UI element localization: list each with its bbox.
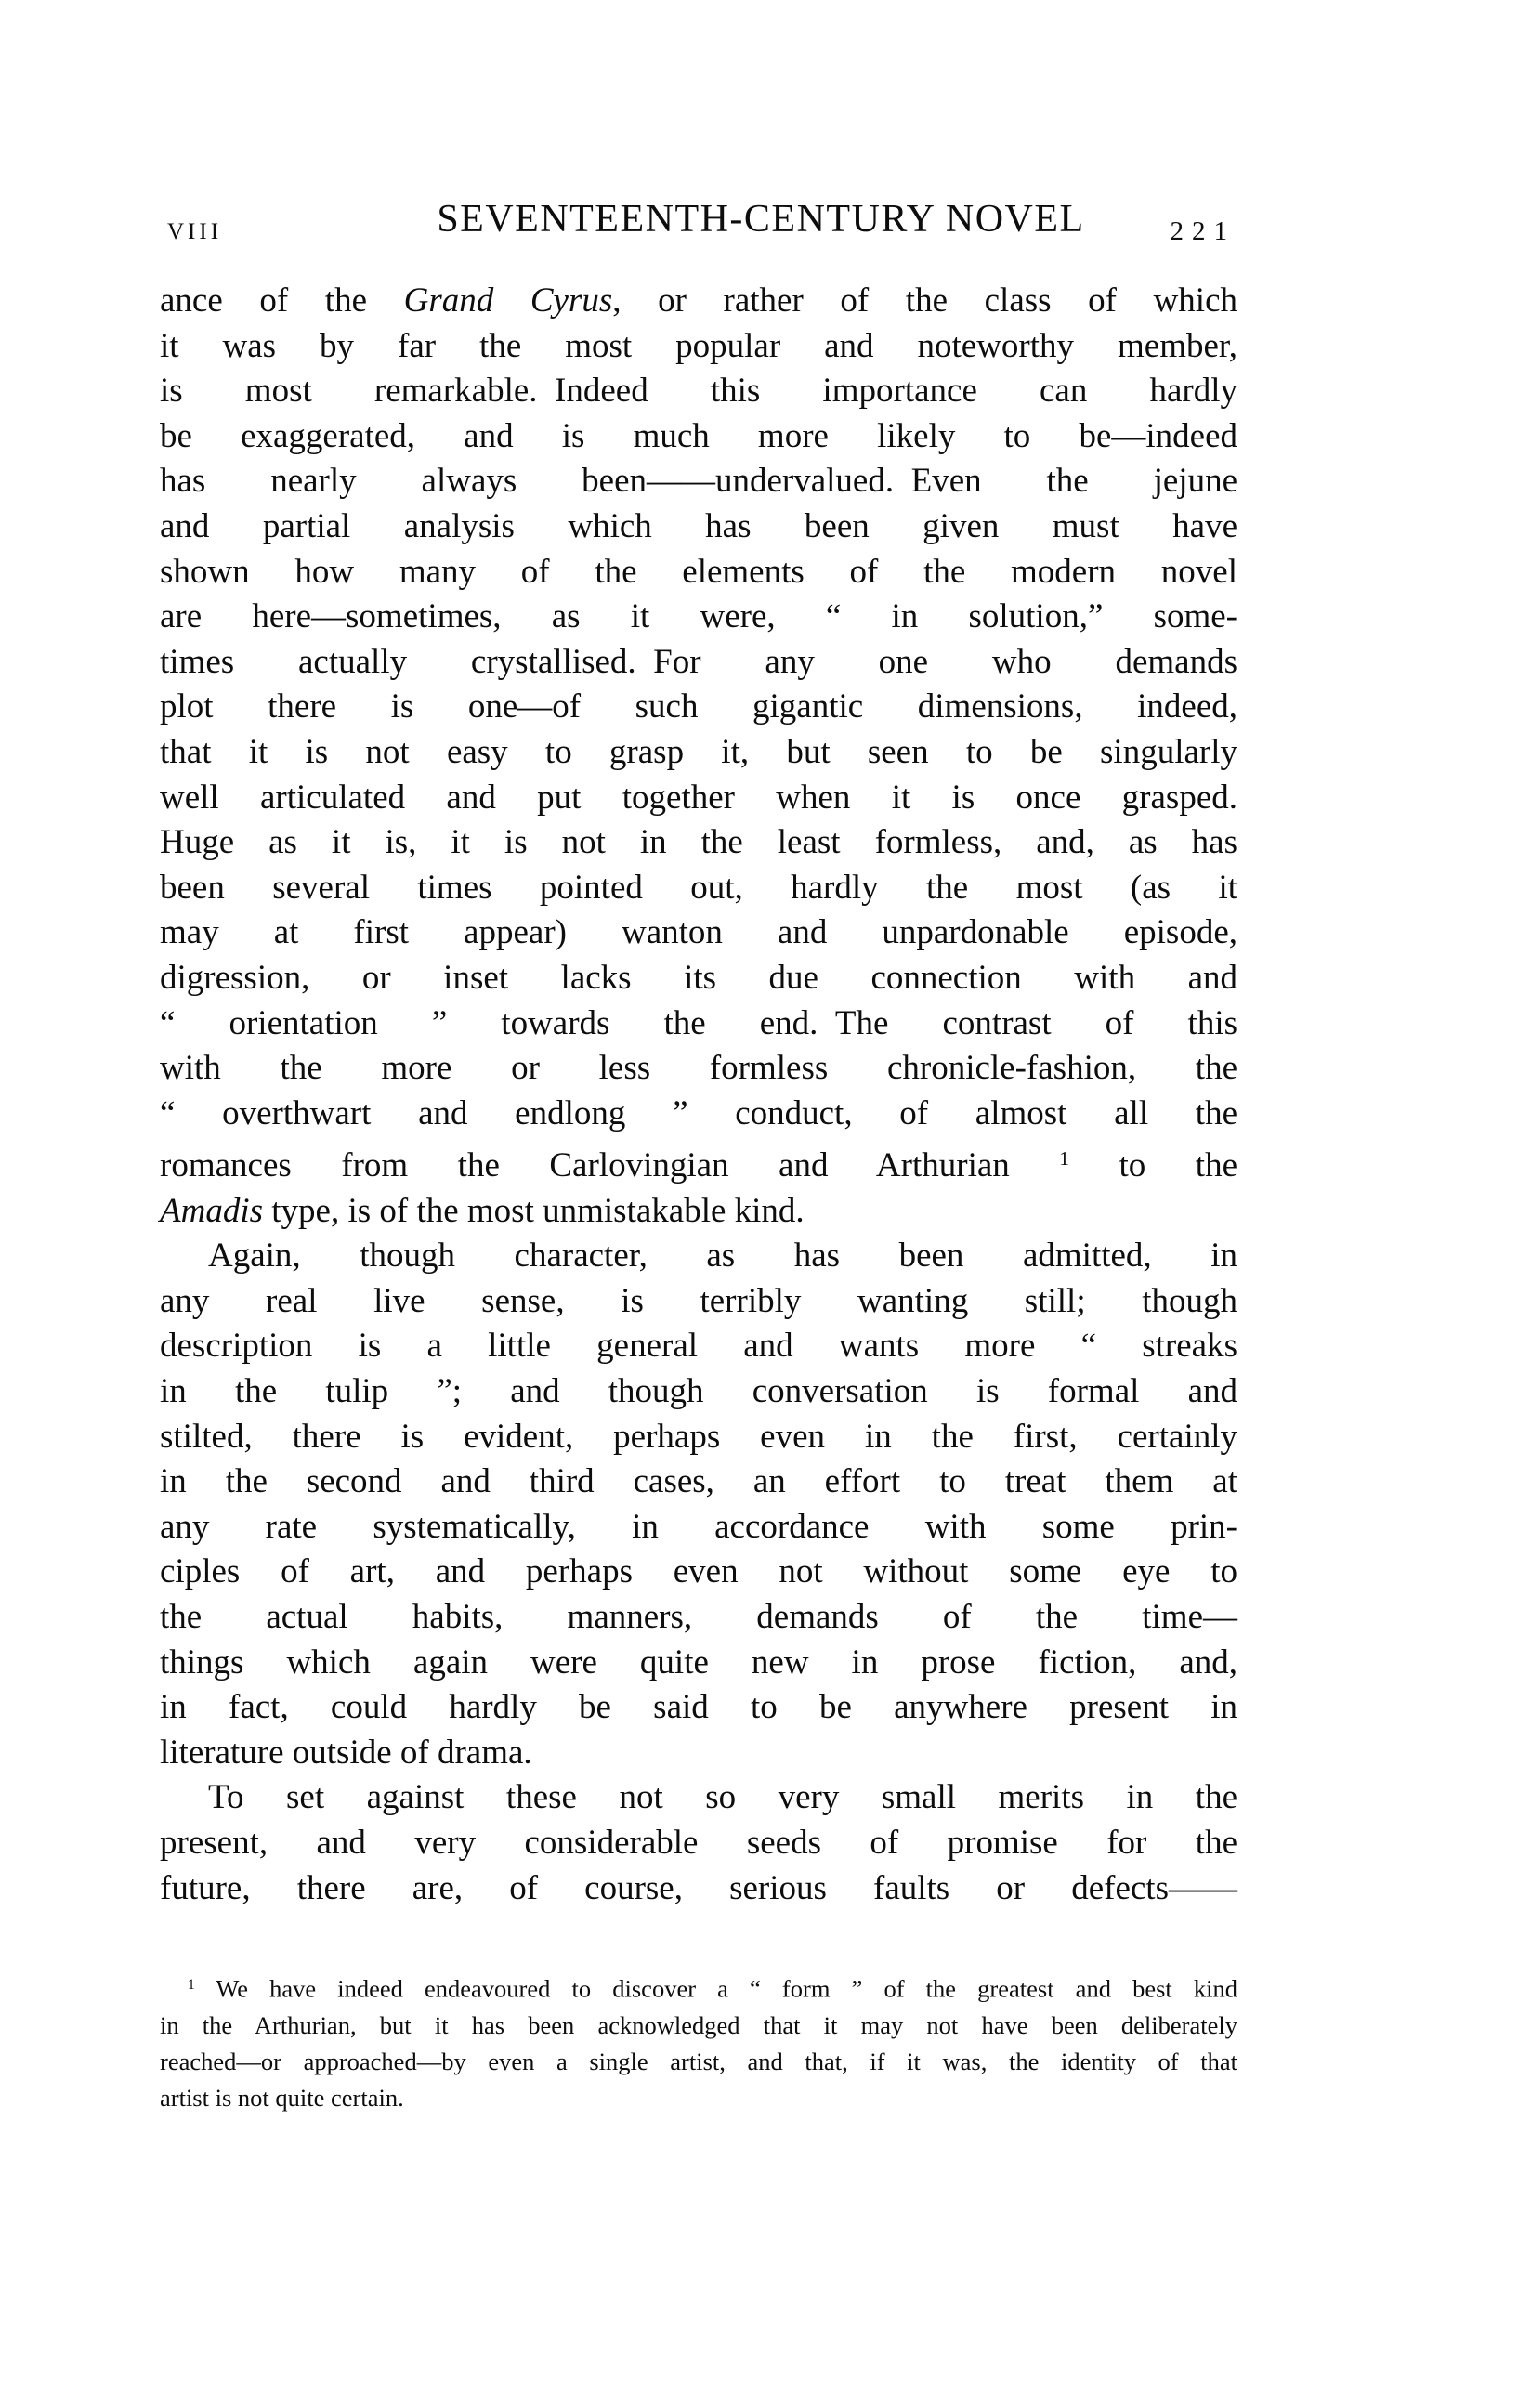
text-segment: , or rather of the class of which [612,281,1237,320]
text-line [160,1092,1237,1137]
text-line [160,1324,1237,1369]
text-line [160,640,1237,686]
text-line [160,1459,1237,1505]
italic-text: Grand Cyrus [403,281,613,320]
italic-text: Amadis [160,1191,263,1230]
paragraph [160,1967,1237,2115]
text-line [160,1821,1237,1866]
text-segment: things which again were quite new in prose fiction, and, [160,1642,1237,1682]
text-segment: been several times pointed out, hardly the most (as it [160,868,1237,907]
text-segment: To set against these not so very small merits in the [208,1778,1237,1817]
text-segment: to the [1069,1146,1237,1185]
text-line [160,550,1237,595]
text-segment: ance of the [160,281,404,320]
text-segment: type, is of the most unmistakable kind. [263,1191,805,1230]
paragraph [160,279,1237,1234]
text-segment: that it is not easy to grasp it, but seen to be singularly [160,732,1237,771]
text-segment: is most remarkable. Indeed this importance can hardly [160,372,1237,411]
body-text [160,279,1237,1911]
text-segment: literature outside of drama. [160,1733,532,1772]
footnote-reference: 1 [1059,1147,1070,1171]
footnote [160,1967,1237,2115]
text-line [160,459,1237,504]
text-segment: are here—sometimes, as it were, “ in solution,” some- [160,597,1237,636]
text-line [160,1415,1237,1460]
text-line [160,1550,1237,1595]
paragraph [160,1775,1237,1911]
text-line [160,1046,1237,1092]
text-segment: any rate systematically, in accordance with some prin- [160,1507,1237,1546]
chapter-number: VIII [167,219,223,244]
text-segment: description is a little general and wants more “ streaks [160,1327,1237,1366]
text-segment: well articulated and put together when it is once grasped. [160,778,1237,817]
text-line [160,1967,1237,2007]
text-line [160,279,1237,324]
text-segment: stilted, there is evident, perhaps even in the first, certainly [160,1417,1237,1456]
running-head [160,197,1237,251]
text-line [160,1641,1237,1686]
text-line [160,1775,1237,1821]
text-line [160,685,1237,730]
text-segment: reached—or approached—by even a single artist, and that, if it was, the identity of that [160,2047,1237,2075]
text-segment: it was by far the most popular and noteworthy member, [160,326,1237,365]
text-segment: artist is not quite certain. [160,2083,404,2112]
text-line [160,730,1237,776]
text-segment: may at first appear) wanton and unpardonable episode, [160,913,1237,952]
text-line [160,595,1237,640]
text-segment: digression, or inset lacks its due connection with and [160,958,1237,997]
text-segment: plot there is one—of such gigantic dimensions, indeed, [160,687,1237,726]
text-line [160,1595,1237,1641]
text-line [160,1866,1237,1912]
text-line [160,1001,1237,1047]
text-segment: in the tulip ”; and though conversation is formal and [160,1372,1237,1411]
text-segment: has nearly always been——undervalued. Even the jejune [160,462,1237,501]
text-column [160,197,1237,2116]
text-line [160,776,1237,821]
text-line [160,1505,1237,1551]
text-line [160,1189,1237,1235]
text-line [160,414,1237,460]
text-line [160,1234,1237,1279]
footnote-reference: 1 [188,1977,195,1994]
text-segment: Again, though character, as has been admitted, in [208,1237,1237,1276]
text-segment: romances from the Carlovingian and Arthurian [160,1146,1060,1185]
text-line [160,1731,1237,1776]
text-segment: Huge as it is, it is not in the least formless, and, as has [160,823,1237,862]
text-line [160,1369,1237,1415]
text-line [160,1279,1237,1325]
text-segment: times actually crystallised. For any one who demands [160,642,1237,681]
text-line [160,2044,1237,2080]
text-segment: be exaggerated, and is much more likely to be—indeed [160,416,1237,455]
text-line [160,1685,1237,1731]
text-line [160,324,1237,370]
text-segment: “ orientation ” towards the end. The contrast of this [160,1003,1237,1042]
text-line [160,504,1237,550]
text-segment: with the more or less formless chronicle-fashion, the [160,1049,1237,1088]
paragraph [160,1234,1237,1775]
text-segment: ciples of art, and perhaps even not without some eye to [160,1552,1237,1591]
text-segment: in fact, could hardly be said to be anywhere present in [160,1688,1237,1727]
text-segment: We have indeed endeavoured to discover a “ form ” of the greatest and best kind [194,1974,1237,2003]
text-line [160,866,1237,911]
text-segment: any real live sense, is terribly wanting still; though [160,1281,1237,1320]
text-segment: “ overthwart and endlong ” conduct, of almost all the [160,1093,1237,1132]
page-number: 221 [1170,216,1236,246]
text-line [160,2080,1237,2116]
text-segment: present, and very considerable seeds of promise for the [160,1823,1237,1862]
text-segment: in the Arthurian, but it has been acknowledged that it may not have been deliberately [160,2010,1237,2039]
page-title: SEVENTEENTH-CENTURY NOVEL [437,198,1085,241]
text-segment: in the second and third cases, an effort to treat them at [160,1462,1237,1501]
text-segment: the actual habits, manners, demands of the time— [160,1598,1237,1637]
text-line [160,2008,1237,2044]
text-line [160,369,1237,414]
text-line [160,956,1237,1001]
text-line [160,910,1237,956]
text-segment: future, there are, of course, serious faults or defects—— [160,1868,1237,1907]
text-segment: shown how many of the elements of the modern novel [160,552,1237,591]
text-line [160,1136,1237,1188]
text-line [160,820,1237,866]
text-segment: and partial analysis which has been given must have [160,506,1237,545]
